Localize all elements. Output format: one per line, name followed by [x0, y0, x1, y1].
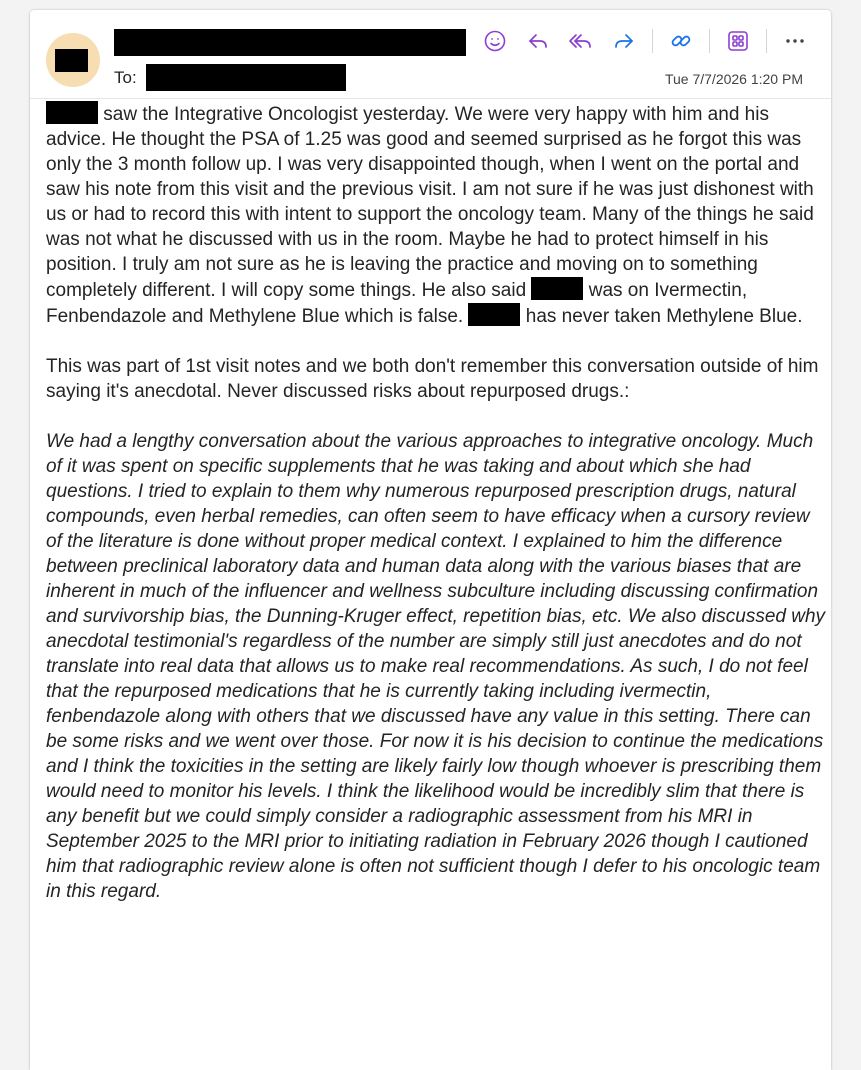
- reply-all-icon: [568, 29, 594, 53]
- link-icon: [669, 29, 693, 53]
- link-button[interactable]: [666, 26, 696, 56]
- apps-button[interactable]: [723, 26, 753, 56]
- body-paragraph-1-part-b: was on Ivermectin, Fenbendazole and Methylene Blue which is false.: [46, 280, 748, 327]
- more-actions-button[interactable]: [780, 26, 810, 56]
- emoji-icon: [483, 29, 507, 53]
- redacted-name: [531, 277, 583, 300]
- body-paragraph-2: This was part of 1st visit notes and we both don't remember this conversation outside of him saying it's anecdotal. Never discussed risks about repurposed drugs.:: [46, 356, 819, 402]
- redacted-sender-name: [114, 29, 466, 56]
- quoted-visit-note: We had a lengthy conversation about the various approaches to integrative oncology. Much of it was spent on specific supplements that he was taking and about which she had questions. I tried to explain to them why numerous repurposed prescription drugs, natural compounds, even herbal remedies, can often seem to have efficacy when a cursory review of the literature is done without proper medical context. I explained to him the difference between preclinical laboratory data and human data along with the various biases that are inherent in much of the influencer and wellness subculture including discussing confirmation and survivorship bias, the Dunning-Kruger effect, repetition bias, etc. We also discussed why anecdotal testimonial's regardless of the number are simply still just anecdotes and do not translate into real data that allows us to make real recommendations. As such, I do not feel that the repurposed medications that he is currently taking including ivermectin, fenbendazole along with others that we discussed have any value in this setting. There can be some risks and we went over those. For now it is his decision to continue the medications and I think the toxicities in the setting are likely fairly low though whoever is prescribing them would need to monitor his levels. I think the likelihood would be incredibly slim that there is any benefit but we could simply consider a radiographic assessment from his MRI in September 2025 to the MRI prior to initiating radiation in February 2026 though I cautioned him that radiographic review alone is often not sufficient though I defer to his oncologic team in this regard.: [46, 431, 826, 902]
- email-reading-pane: [30, 10, 831, 1070]
- to-label: To:: [114, 68, 137, 87]
- body-paragraph-1-part-c: has never taken Methylene Blue.: [525, 306, 803, 327]
- apps-icon: [726, 29, 750, 53]
- reply-all-button[interactable]: [566, 26, 596, 56]
- forward-button[interactable]: [609, 26, 639, 56]
- sender-avatar[interactable]: [46, 33, 100, 87]
- scrollbar[interactable]: [855, 0, 861, 1061]
- redacted-name: [468, 303, 520, 326]
- body-paragraph: [46, 101, 826, 329]
- emoji-reaction-button[interactable]: [480, 26, 510, 56]
- toolbar-separator: [766, 29, 767, 53]
- message-timestamp: Tue 7/7/2026 1:20 PM: [664, 71, 803, 87]
- forward-icon: [612, 29, 636, 53]
- toolbar-separator: [652, 29, 653, 53]
- more-icon: [783, 29, 807, 53]
- reply-icon: [526, 29, 550, 53]
- message-toolbar: [480, 26, 823, 56]
- header-divider: [30, 98, 831, 99]
- reply-button[interactable]: [523, 26, 553, 56]
- redacted-initials: [55, 49, 88, 72]
- redacted-name: [46, 101, 98, 124]
- body-paragraph-1-part-a: saw the Integrative Oncologist yesterday. We were very happy with him and his advice. He thought the PSA of 1.25 was good and seemed surprised as he forgot this was only the 3 month follow up. I was very disappointed though, when I went on the portal and saw his note from this visit and the previous visit. I am not sure if he was just dishonest with us or had to record this with intent to support the oncology team. Many of the things he said was not what he discussed with us in the room. Maybe he had to protect himself in his position. I truly am not sure as he is leaving the practice and moving on to something completely different. I will copy some things. He also said: [46, 104, 814, 301]
- message-body: [46, 101, 826, 904]
- redacted-recipient[interactable]: [146, 64, 346, 91]
- toolbar-separator: [709, 29, 710, 53]
